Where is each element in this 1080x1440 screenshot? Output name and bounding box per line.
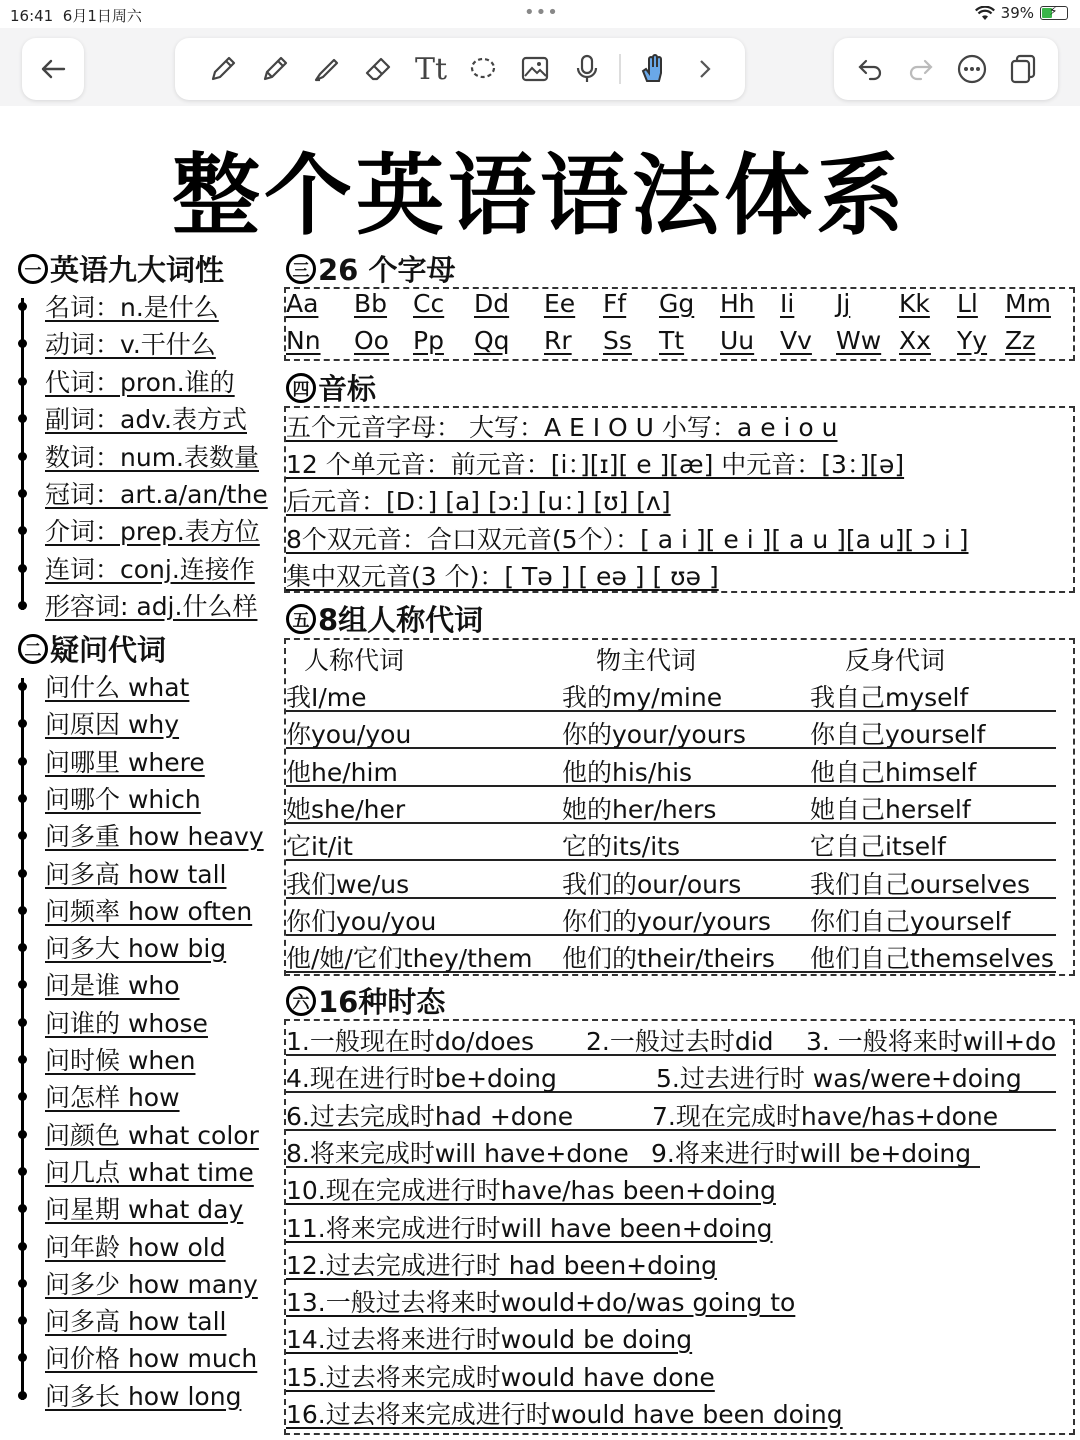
alphabet-letter: Ff (603, 289, 627, 318)
phonetic-line: 集中双元音(3 个)：[ Tə ] [ eə ] [ ʊə ] (286, 561, 719, 591)
alphabet-letter: Yy (957, 326, 988, 355)
image-icon[interactable] (509, 44, 561, 94)
battery-icon: ⚡ (1040, 6, 1068, 20)
phonetic-line: 12 个单元音：前元音：[i：][ɪ][ e ][æ] 中元音：[3：][ə] (286, 450, 905, 480)
list-bullet (18, 831, 27, 840)
alphabet-letter: Oo (354, 326, 389, 355)
table-cell: 他he/him (286, 757, 398, 787)
table-header: 人称代词 (304, 646, 405, 675)
table-cell: 你们自己yourself (810, 906, 1011, 936)
tense-item: 6.过去完成时had +done (286, 1101, 574, 1131)
list-item: 问多高 how tall (45, 1307, 227, 1337)
tense-item: 11.将来完成进行时will have been+doing (286, 1213, 773, 1243)
alphabet-letter: Gg (659, 289, 695, 318)
list-item: 名词：n.是什么 (45, 293, 219, 322)
action-bar (834, 38, 1058, 100)
alphabet-letter: Ii (780, 289, 795, 318)
list-bullet (18, 1092, 27, 1101)
section-heading-phonetics: 四 音标 (286, 367, 376, 408)
undo-icon[interactable] (844, 44, 895, 94)
tense-item: 9.将来进行时will be+doing (651, 1138, 972, 1168)
tense-item: 8.将来完成时will have+done (286, 1138, 629, 1168)
table-cell: 我自己myself (810, 683, 969, 712)
list-bullet (18, 489, 27, 498)
section-heading-tenses: 六 16种时态 (286, 980, 445, 1021)
redo-icon[interactable] (895, 44, 946, 94)
alphabet-letter: Ll (957, 289, 978, 318)
list-item: 问颜色 what color (45, 1120, 259, 1150)
table-cell: 我I/me (286, 683, 367, 712)
alphabet-letter: Aa (286, 289, 319, 318)
section-heading-pronouns: 五 8组人称代词 (286, 598, 483, 639)
list-bullet (18, 601, 27, 610)
tense-item: 2.一般过去时did (586, 1027, 774, 1056)
list-bullet (18, 1167, 27, 1176)
list-item: 问哪个 which (45, 784, 201, 814)
table-cell: 他的his/his (562, 757, 693, 787)
section-heading-interrogatives: 二 疑问代词 (18, 628, 166, 669)
list-bullet (18, 526, 27, 535)
marker-icon[interactable] (301, 44, 353, 94)
list-bullet (18, 564, 27, 573)
list-item: 冠词：art.a/an/the (45, 480, 268, 509)
tense-item: 12.过去完成进行时 had been+doing (286, 1250, 717, 1280)
alphabet-letter: Nn (286, 326, 321, 355)
section-number: 四 (286, 373, 316, 403)
section-number: 一 (18, 254, 48, 284)
list-item: 问年龄 how old (45, 1232, 226, 1262)
tense-item: 4.现在进行时be+doing (286, 1064, 557, 1094)
table-cell: 我的my/mine (562, 683, 723, 712)
table-cell: 他们自己themselves (810, 944, 1054, 974)
table-cell: 它it/it (286, 832, 353, 862)
list-item: 问多长 how long (45, 1381, 242, 1411)
list-item: 问多大 how big (45, 934, 227, 964)
tense-item: 7.现在完成时have/has+done (652, 1101, 999, 1131)
table-cell: 你you/you (286, 720, 412, 750)
table-cell: 他/她/它们they/them (286, 944, 533, 974)
table-cell: 他们的their/theirs (562, 944, 775, 974)
list-item: 问多高 how tall (45, 859, 227, 889)
battery-percent: 39% (1000, 4, 1034, 22)
tense-item: 5.过去进行时 was/were+doing (656, 1064, 1022, 1094)
section-heading-alphabet: 三 26 个字母 (286, 248, 455, 289)
list-bullet (18, 1242, 27, 1251)
pen-icon[interactable] (197, 44, 249, 94)
table-cell: 我们自己ourselves (810, 869, 1030, 899)
table-cell: 我们we/us (286, 869, 410, 899)
alphabet-letter: Vv (780, 326, 812, 355)
alphabet-letter: Uu (720, 326, 755, 355)
chevron-right-icon[interactable] (679, 44, 731, 94)
list-item: 连词：conj.连接作 (45, 554, 255, 584)
more-icon[interactable] (946, 44, 997, 94)
list-item: 动词：v.干什么 (45, 330, 216, 360)
list-item: 问几点 what time (45, 1157, 254, 1187)
tense-item: 10.现在完成进行时have/has been+doing (286, 1176, 776, 1206)
alphabet-letter: Rr (544, 326, 572, 355)
list-bullet (18, 980, 27, 989)
section-number: 三 (286, 254, 316, 284)
table-cell: 你们的your/yours (562, 906, 771, 936)
table-cell: 你的your/yours (562, 720, 746, 750)
table-cell: 它自己itself (810, 832, 946, 862)
tense-item: 13.一般过去将来时would+do/was going to (286, 1288, 796, 1318)
alphabet-letter: Ww (836, 326, 882, 355)
eraser-icon[interactable] (353, 44, 405, 94)
list-bullet (18, 1055, 27, 1064)
status-right (975, 4, 1068, 22)
alphabet-letter: Mm (1005, 289, 1051, 318)
alphabet-letter: Zz (1005, 326, 1036, 355)
multitask-dots[interactable]: ••• (524, 2, 559, 23)
alphabet-letter: Kk (899, 289, 930, 318)
back-button[interactable] (22, 38, 84, 100)
list-bullet (18, 906, 27, 915)
phonetic-line: 8个双元音：合口双元音(5个）：[ a i ][ e i ][ a u ][a u][ ɔ i ] (286, 524, 969, 554)
list-bullet (18, 794, 27, 803)
list-item: 形容词: adj.什么样 (45, 592, 258, 622)
text-icon[interactable]: Tt (414, 51, 448, 87)
list-item: 问多少 how many (45, 1269, 258, 1299)
list-item: 代词：pron.谁的 (45, 367, 235, 397)
tool-palette (175, 38, 745, 100)
pencil-icon[interactable] (249, 44, 301, 94)
list-bullet (18, 869, 27, 878)
list-bullet (18, 1018, 27, 1027)
list-bullet (18, 682, 27, 691)
pages-icon[interactable] (997, 44, 1048, 94)
list-item: 问哪里 where (45, 747, 205, 777)
alphabet-letter: Bb (354, 289, 388, 318)
section-number: 五 (286, 604, 316, 634)
table-header: 反身代词 (845, 646, 946, 675)
lasso-icon[interactable] (457, 44, 509, 94)
list-bullet (18, 1316, 27, 1325)
list-bullet (18, 377, 27, 386)
alphabet-letter: Qq (474, 326, 510, 355)
list-item: 问频率 how often (45, 896, 253, 926)
alphabet-letter: Ee (544, 289, 576, 318)
list-item: 问星期 what day (45, 1195, 244, 1225)
back-arrow-icon (40, 58, 66, 80)
table-cell: 她she/her (286, 794, 406, 824)
tense-item: 16.过去将来完成进行时would have been doing (286, 1400, 843, 1429)
list-item: 问谁的 whose (45, 1008, 208, 1038)
list-item: 问价格 how much (45, 1344, 258, 1374)
status-time: 16:41 6月1日周六 (10, 7, 142, 25)
list-bullet (18, 1391, 27, 1400)
hand-icon[interactable] (627, 44, 679, 94)
list-bullet (18, 339, 27, 348)
status-bar (0, 0, 1080, 28)
list-bullet (18, 1130, 27, 1139)
toolbar-divider (619, 54, 621, 84)
list-bullet (18, 719, 27, 728)
list-item: 问什么 what (45, 673, 190, 702)
wifi-icon (975, 6, 995, 21)
table-cell: 我们的our/ours (562, 869, 742, 899)
alphabet-letter: Hh (720, 289, 755, 318)
alphabet-letter: Xx (899, 326, 931, 355)
list-bullet (18, 452, 27, 461)
page-title: 整个英语语法体系 (171, 144, 908, 247)
list-item: 介词：prep.表方位 (45, 517, 260, 547)
table-header: 物主代词 (596, 646, 697, 675)
section-number: 六 (286, 986, 316, 1016)
alphabet-letter: Tt (659, 326, 685, 355)
table-cell: 你自己yourself (810, 720, 986, 750)
tense-item: 3. 一般将来时will+do (806, 1027, 1057, 1056)
list-bullet (18, 943, 27, 952)
list-item: 问多重 how heavy (45, 822, 264, 852)
table-cell: 她自己herself (810, 794, 971, 824)
phonetic-line: 后元音：[D：] [a] [ɔ:] [u：] [ʊ] [ʌ] (286, 487, 671, 517)
list-item: 数词：num.表数量 (45, 442, 259, 472)
list-bullet (18, 1353, 27, 1362)
list-item: 副词：adv.表方式 (45, 405, 247, 435)
list-item: 问怎样 how (45, 1083, 180, 1113)
alphabet-letter: Dd (474, 289, 510, 318)
section-number: 二 (18, 634, 48, 664)
table-cell: 它的its/its (562, 832, 680, 862)
list-bullet (18, 757, 27, 766)
list-bullet (18, 1204, 27, 1213)
list-item: 问原因 why (45, 710, 180, 740)
table-cell: 你们you/you (286, 906, 437, 936)
mic-icon[interactable] (561, 44, 613, 94)
tense-item: 1.一般现在时do/does (286, 1027, 535, 1056)
list-bullet (18, 302, 27, 311)
table-cell: 她的her/hers (562, 794, 717, 824)
list-bullet (18, 414, 27, 423)
alphabet-letter: Pp (413, 326, 444, 355)
tense-item: 14.过去将来进行时would be doing (286, 1325, 693, 1355)
alphabet-letter: Jj (836, 289, 851, 318)
list-item: 问是谁 who (45, 971, 180, 1001)
list-bullet (18, 1279, 27, 1288)
list-item: 问时候 when (45, 1046, 196, 1075)
list-line (21, 678, 24, 1400)
alphabet-letter: Cc (413, 289, 445, 318)
table-cell: 他自己himself (810, 757, 977, 787)
phonetic-line: 五个元音字母： 大写：A E I O U 小写：a e i o u (286, 413, 838, 442)
alphabet-letter: Ss (603, 326, 632, 355)
section-heading-parts-of-speech: 一 英语九大词性 (18, 248, 224, 289)
tense-item: 15.过去将来完成时would have done (286, 1362, 715, 1392)
